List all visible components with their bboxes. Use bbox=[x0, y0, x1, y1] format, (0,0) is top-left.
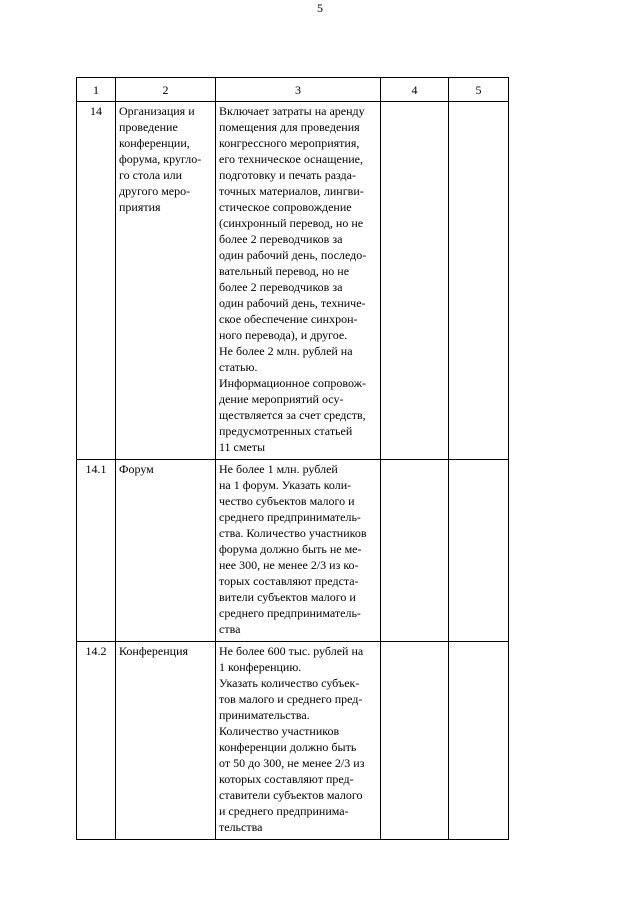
column-4-cell bbox=[381, 102, 449, 460]
table-header-row bbox=[77, 78, 575, 102]
column-header: 4 bbox=[381, 78, 449, 102]
column-5-cell bbox=[449, 642, 509, 840]
budget-items-table bbox=[76, 77, 575, 840]
table-row bbox=[77, 460, 575, 642]
item-number: 14.1 bbox=[77, 460, 116, 642]
column-5-cell bbox=[449, 102, 509, 460]
item-description bbox=[216, 642, 381, 840]
column-5-cell bbox=[449, 460, 509, 642]
column-header: 3 bbox=[216, 78, 381, 102]
column-header: 2 bbox=[116, 78, 216, 102]
description-paragraph: Не более 600 тыс. рублей на 1 конференцию. bbox=[219, 644, 364, 674]
item-description bbox=[216, 460, 381, 642]
table-row bbox=[77, 102, 575, 460]
description-paragraph: Не более 1 млн. рублей на 1 форум. Указать коли- чество субъектов малого и среднего предприниматель- ства. Количество участников форума должно быть не ме- нее 300, не менее 2/3 из ко- торых составляют предста- вители субъектов малого и среднего предприниматель- ства bbox=[219, 462, 367, 636]
item-description bbox=[216, 102, 381, 460]
table-row bbox=[77, 642, 575, 840]
extra-cell bbox=[509, 642, 575, 840]
page-number: 5 bbox=[317, 1, 323, 15]
description-paragraph: Количество участников конференции должно быть от 50 до 300, не менее 2/3 из которых составляют пред- ставители субъектов малого и среднего предпринима- тельства bbox=[219, 724, 365, 834]
item-name: Конференция bbox=[116, 642, 216, 840]
item-number: 14.2 bbox=[77, 642, 116, 840]
item-number: 14 bbox=[77, 102, 116, 460]
description-paragraph: Информационное сопровож- дение мероприятий осу- ществляется за счет средств, предусмотренных статьей 11 сметы bbox=[219, 376, 366, 454]
description-paragraph: Не более 2 млн. рублей на статью. bbox=[219, 344, 353, 374]
column-header-extra bbox=[509, 78, 575, 102]
column-header: 1 bbox=[77, 78, 116, 102]
extra-cell bbox=[509, 102, 575, 460]
column-4-cell bbox=[381, 460, 449, 642]
column-header: 5 bbox=[449, 78, 509, 102]
description-paragraph: Указать количество субъек- тов малого и среднего пред- принимательства. bbox=[219, 676, 363, 722]
extra-cell bbox=[509, 460, 575, 642]
item-name: Организация и проведение конференции, форума, кругло- го стола или другого меро- приятия bbox=[116, 102, 216, 460]
item-name: Форум bbox=[116, 460, 216, 642]
description-paragraph: Включает затраты на аренду помещения для проведения конгрессного мероприятия, его техническое оснащение, подготовку и печать разда- точных материалов, лингви- стическое сопровождение (синхронный перевод, но не более 2 переводчиков за один рабочий день, последо- вательный перевод, но не более 2 переводчиков за один рабочий день, техниче- ское обеспечение синхрон- ного перевода), и другое. bbox=[219, 104, 367, 342]
column-4-cell bbox=[381, 642, 449, 840]
